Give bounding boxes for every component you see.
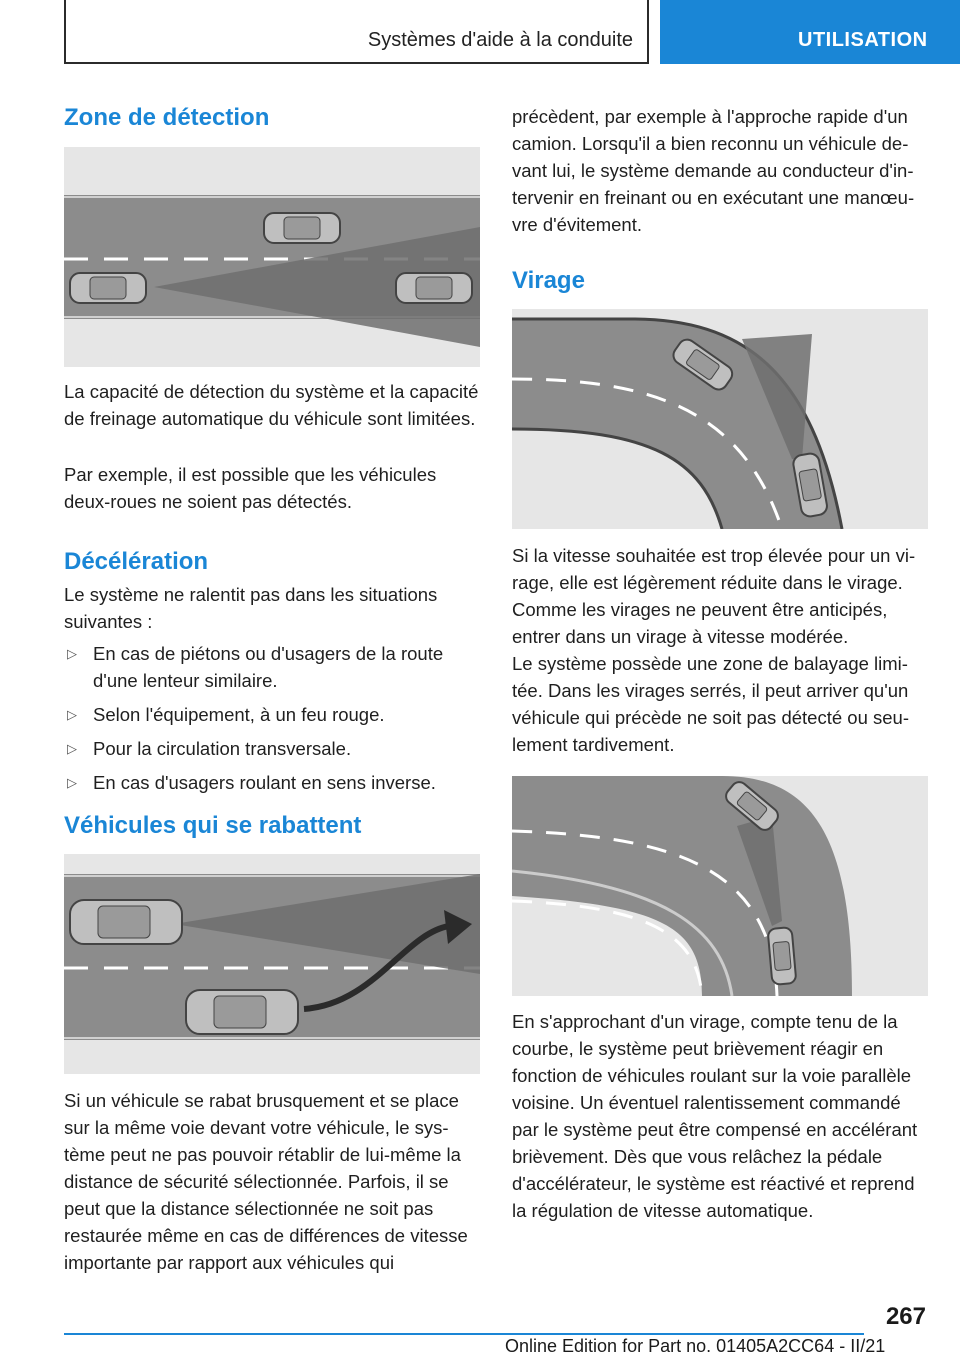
list-item: ▷ Pour la circulation transversale.	[64, 735, 480, 762]
bullet-triangle-icon: ▷	[67, 646, 77, 661]
page-number: 267	[885, 1303, 926, 1330]
deceleration-list	[64, 640, 480, 803]
figure-curve-1	[512, 309, 928, 529]
figure-curve-2	[512, 776, 928, 996]
cutting-in-car-icon	[186, 990, 298, 1034]
heading-curve: Virage	[512, 267, 585, 294]
paragraph-curve-3: En s'approchant d'un virage, compte tenu de la courbe, le système peut brièvement réagir en fonction de véhicules roulant sur la voie parallèle voisine. Un éventuel ralentissement commandé par le système peut être compensé en accélérant brièvement. Dès que vous relâchez la pédale d'accélérateur, le système est réactivé et reprend la régulation de vitesse automatique.	[512, 1011, 918, 1221]
paragraph-detection-2: Par exemple, il est possible que les véhicules deux-roues ne soient pas détectés.	[64, 464, 437, 512]
chapter-tab-label: UTILISATION	[798, 29, 928, 51]
own-car-icon	[768, 927, 797, 985]
section-title: Systèmes d'aide à la conduite	[367, 29, 633, 51]
curve-illustration-2	[512, 776, 928, 996]
car-icon	[264, 213, 340, 243]
own-car-icon	[70, 273, 146, 303]
figure-vehicles-cutting-in	[64, 854, 480, 1074]
detection-zone-illustration	[64, 147, 480, 367]
paragraph-curve-1: Si la vitesse souhaitée est trop élevée pour un virage, elle est légèrement réduite dans le virage. Comme les virages ne peuvent être anticipés, entrer dans un virage à vitesse modérée.	[512, 545, 916, 647]
heading-detection-zone: Zone de détection	[64, 104, 270, 131]
paragraph-deceleration: Le système ne ralentit pas dans les situations suivantes :	[64, 584, 438, 632]
paragraph-continued: précèdent, par exemple à l'approche rapide d'un camion. Lorsqu'il a bien reconnu un véhicule devant lui, le système demande au conducteur d'intervenir en freinant ou en exécutant une manœuvre d'évitement.	[512, 106, 915, 235]
paragraph-cut-in: Si un véhicule se rabat brusquement et se place sur la même voie devant votre véhicule, le système peut ne pas pouvoir rétablir de lui-même la distance de sécurité sélectionnée. Parfois, il se peut que la distance sélectionnée ne soit pas restaurée même en cas de différences de vitesse importante par rapport aux véhicules qui	[64, 1090, 468, 1273]
cut-in-illustration	[64, 854, 480, 1074]
list-item: ▷ Selon l'équipement, à un feu rouge.	[64, 701, 480, 728]
bullet-triangle-icon: ▷	[67, 707, 77, 722]
list-item: ▷ En cas de piétons ou d'usagers de la route d'une lenteur similaire.	[64, 640, 480, 694]
car-ahead-icon	[396, 273, 472, 303]
own-car-icon	[70, 900, 182, 944]
curve-illustration-1	[512, 309, 928, 529]
footer-divider	[64, 1333, 864, 1335]
paragraph-curve-2: Le système possède une zone de balayage limitée. Dans les virages serrés, il peut arriver qu'un véhicule qui précède ne soit pas détecté ou seulement tardivement.	[512, 653, 909, 755]
paragraph-detection-1: La capacité de détection du système et la capacité de freinage automatique du véhicule sont limitées.	[64, 381, 479, 429]
bullet-triangle-icon: ▷	[67, 741, 77, 756]
figure-detection-zone	[64, 147, 480, 367]
footer-edition: Online Edition for Part no. 01405A2CC64 - II/21	[505, 1336, 886, 1356]
heading-deceleration: Décélération	[64, 548, 209, 575]
list-item: ▷ En cas d'usagers roulant en sens inverse.	[64, 769, 480, 796]
heading-vehicles-cutting-in: Véhicules qui se rabattent	[64, 812, 362, 839]
chapter-tab[interactable]	[660, 0, 960, 64]
bullet-triangle-icon: ▷	[67, 775, 77, 790]
header-section-box	[64, 0, 649, 64]
